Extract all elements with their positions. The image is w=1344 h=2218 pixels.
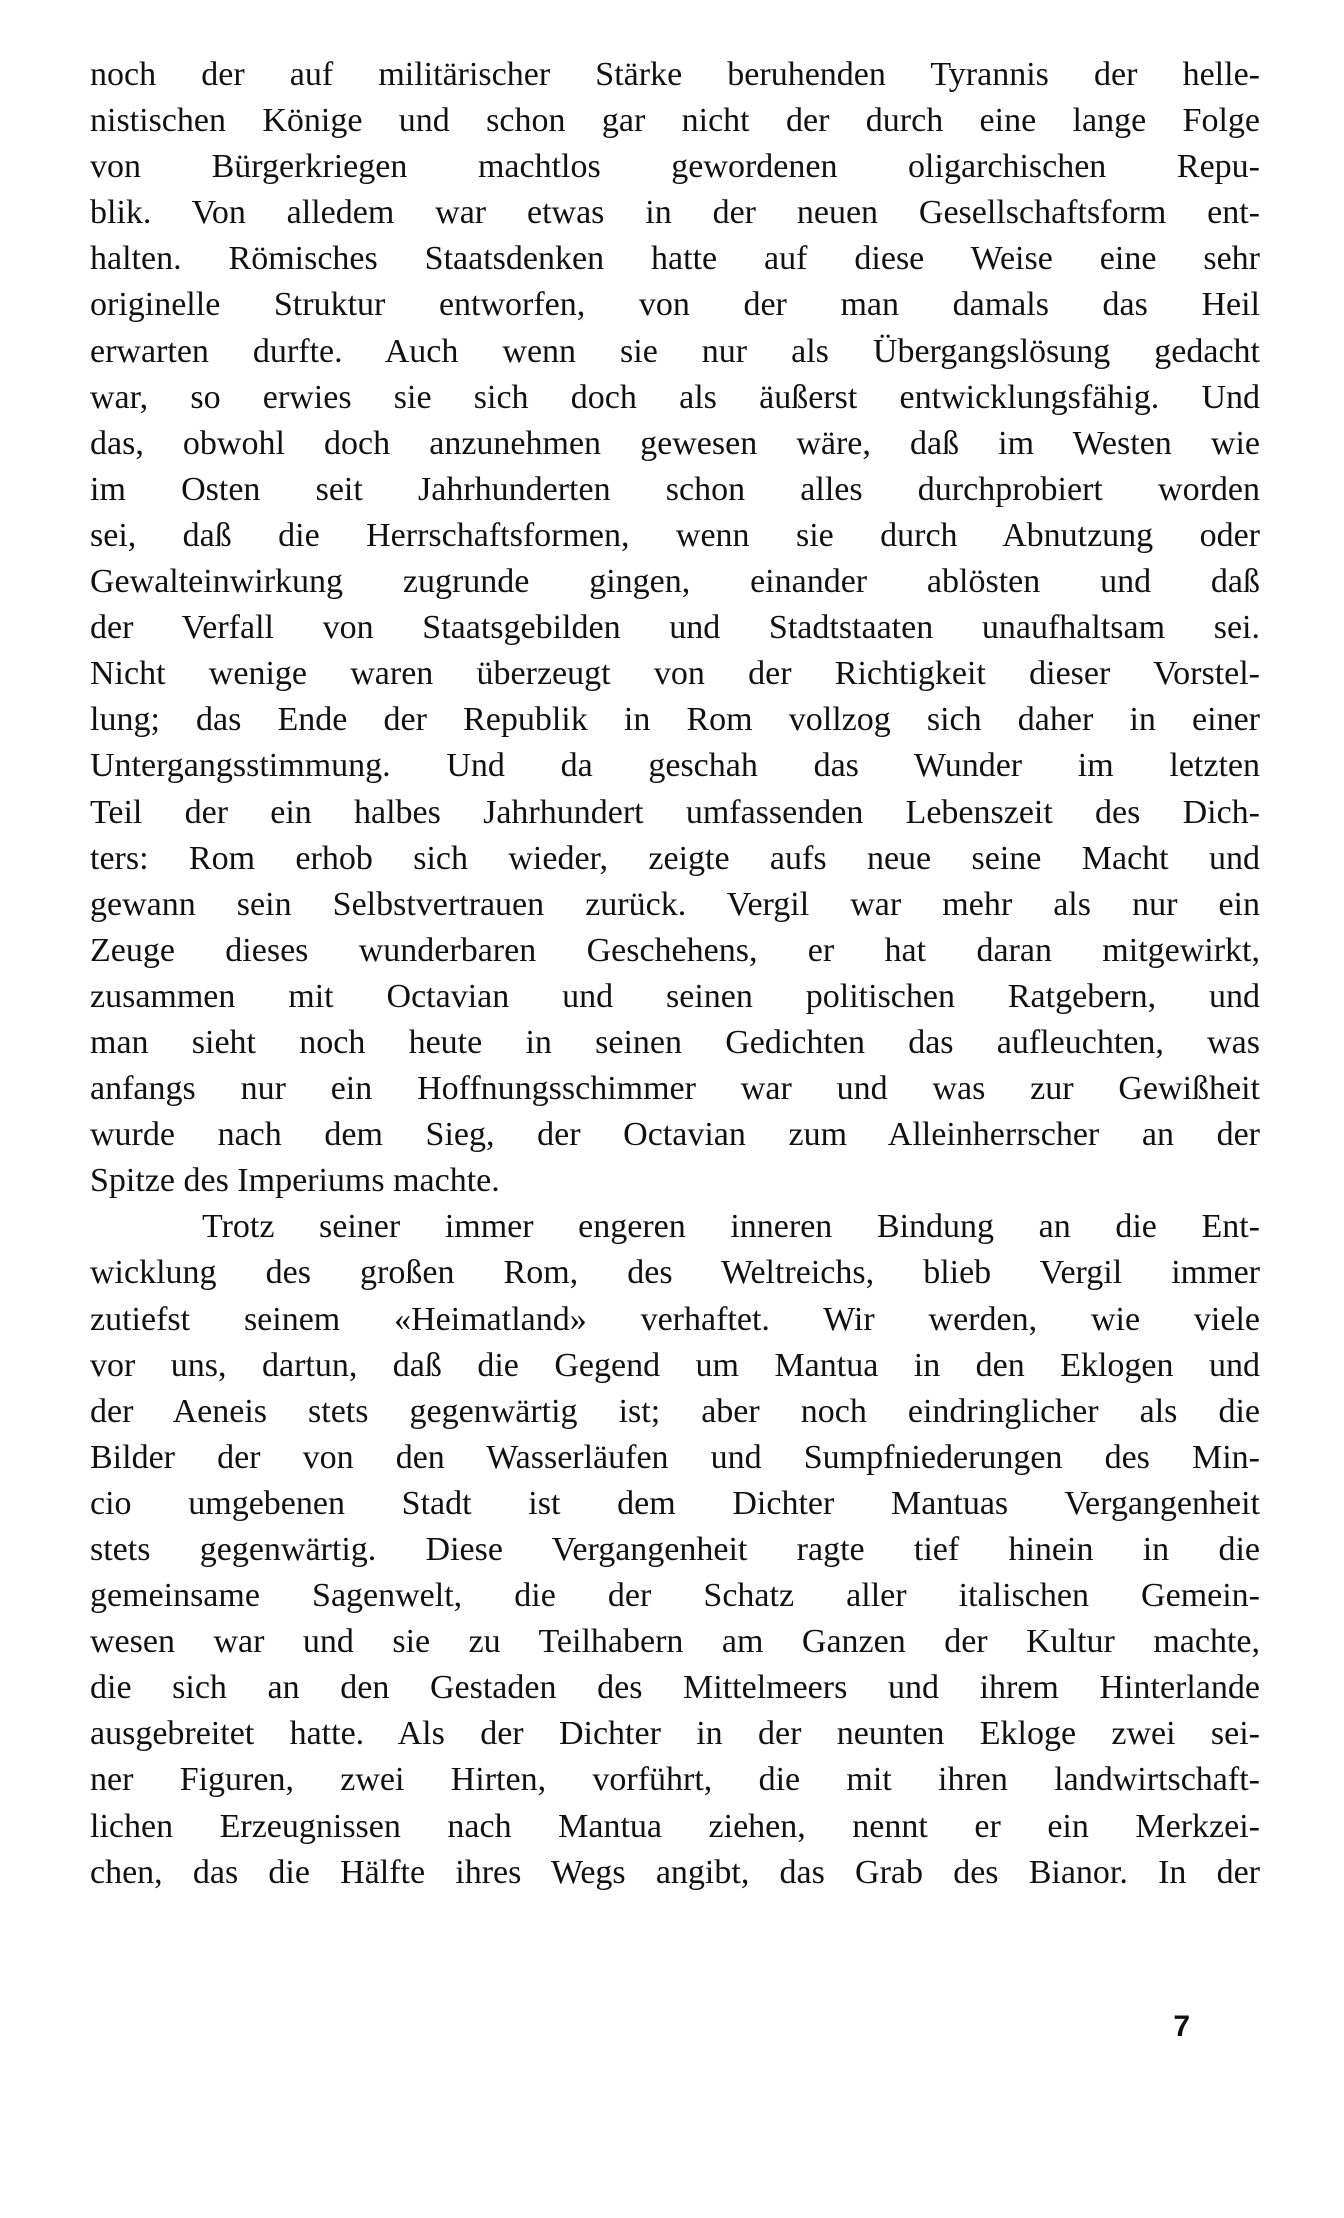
text-line: lung; das Ende der Republik in Rom vollzog sich daher in einer xyxy=(90,701,1260,739)
text-line-last: Spitze des Imperiums machte. xyxy=(90,1162,500,1200)
text-line: die sich an den Gestaden des Mittelmeers und ihrem Hinterlande xyxy=(90,1669,1260,1707)
text-line: Gewalteinwirkung zugrunde gingen, einander ablösten und daß xyxy=(90,563,1260,601)
text-line: nistischen Könige und schon gar nicht der durch eine lange Folge xyxy=(90,102,1260,140)
text-line: man sieht noch heute in seinen Gedichten das aufleuchten, was xyxy=(90,1023,1260,1061)
text-line-first: Trotz seiner immer engeren inneren Bindung an die Ent- xyxy=(202,1208,1260,1246)
text-line: wesen war und sie zu Teilhabern am Ganzen der Kultur machte, xyxy=(90,1623,1260,1661)
text-line: ner Figuren, zwei Hirten, vorführt, die mit ihren landwirtschaft- xyxy=(90,1761,1260,1799)
text-line: vor uns, dartun, daß die Gegend um Mantua in den Eklogen und xyxy=(90,1346,1260,1384)
text-line: gemeinsame Sagenwelt, die der Schatz aller italischen Gemein- xyxy=(90,1577,1260,1615)
text-line: ausgebreitet hatte. Als der Dichter in der neunten Ekloge zwei sei- xyxy=(90,1715,1260,1753)
text-line: zusammen mit Octavian und seinen politischen Ratgebern, und xyxy=(90,977,1260,1015)
text-line: originelle Struktur entworfen, von der man damals das Heil xyxy=(90,286,1260,324)
text-line: noch der auf militärischer Stärke beruhenden Tyrannis der helle- xyxy=(90,56,1260,93)
text-line: von Bürgerkriegen machtlos gewordenen oligarchischen Repu- xyxy=(90,148,1260,186)
text-line: das, obwohl doch anzunehmen gewesen wäre, daß im Westen wie xyxy=(90,424,1260,462)
page-number: 7 xyxy=(1173,2010,1190,2043)
text-line: war, so erwies sie sich doch als äußerst entwicklungsfähig. Und xyxy=(90,378,1260,416)
text-line: Untergangsstimmung. Und da geschah das Wunder im letzten xyxy=(90,747,1260,785)
text-line: im Osten seit Jahrhunderten schon alles durchprobiert worden xyxy=(90,470,1260,508)
page-body xyxy=(90,52,1260,1896)
paragraph-2 xyxy=(90,1204,1260,1895)
text-line: Zeuge dieses wunderbaren Geschehens, er hat daran mitgewirkt, xyxy=(90,931,1260,969)
text-line: zutiefst seinem «Heimatland» verhaftet. Wir werden, wie viele xyxy=(90,1300,1260,1338)
paragraph-1 xyxy=(90,52,1260,1204)
text-line: ters: Rom erhob sich wieder, zeigte aufs neue seine Macht und xyxy=(90,839,1260,877)
text-line: wicklung des großen Rom, des Weltreichs, blieb Vergil immer xyxy=(90,1254,1260,1292)
text-line: sei, daß die Herrschaftsformen, wenn sie durch Abnutzung oder xyxy=(90,516,1260,554)
text-line: stets gegenwärtig. Diese Vergangenheit ragte tief hinein in die xyxy=(90,1531,1260,1568)
text-line: gewann sein Selbstvertrauen zurück. Vergil war mehr als nur ein xyxy=(90,885,1260,923)
text-line: lichen Erzeugnissen nach Mantua ziehen, nennt er ein Merkzei- xyxy=(90,1807,1260,1845)
text-line: der Verfall von Staatsgebilden und Stadtstaaten unaufhaltsam sei. xyxy=(90,609,1260,647)
text-line: Teil der ein halbes Jahrhundert umfassenden Lebenszeit des Dich- xyxy=(90,793,1260,831)
text-line: anfangs nur ein Hoffnungsschimmer war und was zur Gewißheit xyxy=(90,1070,1260,1108)
text-line: Nicht wenige waren überzeugt von der Richtigkeit dieser Vorstel- xyxy=(90,655,1260,693)
text-line: wurde nach dem Sieg, der Octavian zum Alleinherrscher an der xyxy=(90,1116,1260,1154)
text-line: Bilder der von den Wasserläufen und Sumpfniederungen des Min- xyxy=(90,1438,1260,1476)
text-line: der Aeneis stets gegenwärtig ist; aber noch eindringlicher als die xyxy=(90,1392,1260,1430)
text-line: halten. Römisches Staatsdenken hatte auf diese Weise eine sehr xyxy=(90,240,1260,278)
text-line: chen, das die Hälfte ihres Wegs angibt, das Grab des Bianor. In der xyxy=(90,1853,1260,1891)
text-line: cio umgebenen Stadt ist dem Dichter Mantuas Vergangenheit xyxy=(90,1484,1260,1522)
text-line: erwarten durfte. Auch wenn sie nur als Übergangslösung gedacht xyxy=(90,332,1260,370)
text-line: blik. Von alledem war etwas in der neuen Gesellschaftsform ent- xyxy=(90,194,1260,232)
